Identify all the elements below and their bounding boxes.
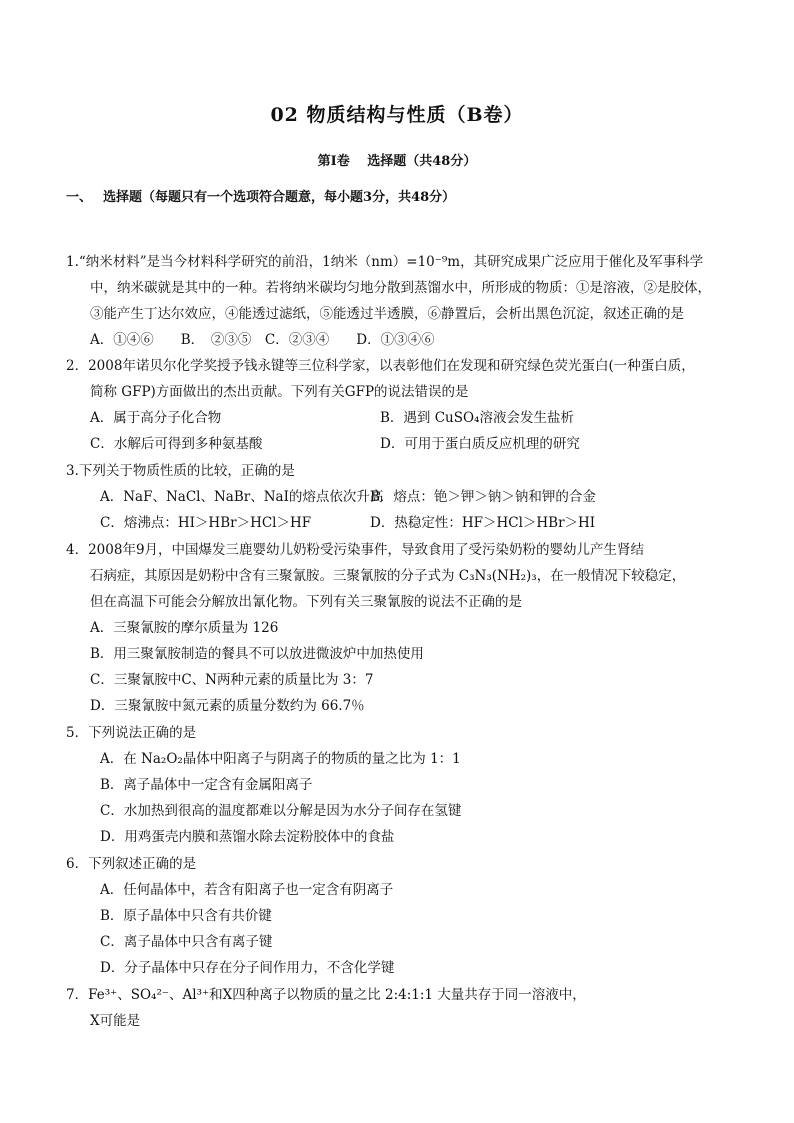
question-4-option-d: D．三聚氰胺中氮元素的质量分数约为 66.7％ <box>90 698 365 714</box>
question-4-line-1: 4．2008年9月，中国爆发三鹿婴幼儿奶粉受污染事件，导致食用了受污染奶粉的婴幼儿产生肾结 <box>66 542 645 558</box>
question-3-option-b: B．熔点：铯＞钾＞钠＞钠和钾的合金 <box>370 489 596 505</box>
question-7-line-1: 7．Fe³⁺、SO₄²⁻、Al³⁺和X四种离子以物质的量之比 2:4:1:1 大量共存于同一溶液中， <box>66 987 586 1003</box>
question-2-option-a: A．属于高分子化合物 <box>90 410 222 426</box>
question-6-line-1: 6．下列叙述正确的是 <box>66 856 197 872</box>
question-4-option-b: B．用三聚氰胺制造的餐具不可以放进微波炉中加热使用 <box>90 646 424 662</box>
question-2-option-c: C．水解后可得到多种氨基酸 <box>90 436 263 452</box>
question-5-option-c: C．水加热到很高的温度都难以分解是因为水分子间存在氢键 <box>100 803 462 819</box>
question-1-line-2: 中，纳米碳就是其中的一种。若将纳米碳均匀地分散到蒸馏水中，所形成的物质：①是溶液，②是胶体， <box>90 280 711 296</box>
question-4-option-c: C．三聚氰胺中C、N两种元素的质量比为 3：7 <box>90 672 374 688</box>
question-6-option-d: D．分子晶体中只存在分子间作用力，不含化学键 <box>100 960 395 976</box>
question-4-option-a: A．三聚氰胺的摩尔质量为 126 <box>90 620 279 636</box>
question-3-option-a: A．NaF、NaCl、NaBr、NaI的熔点依次升高 <box>100 489 384 505</box>
question-7-line-2: X可能是 <box>90 1013 141 1029</box>
question-3-line-1: 3.下列关于物质性质的比较，正确的是 <box>66 463 295 479</box>
question-3-option-c: C．熔沸点：HI＞HBr＞HCl＞HF <box>100 515 312 531</box>
question-4-line-2: 石病症，其原因是奶粉中含有三聚氰胺。三聚氰胺的分子式为 C₃N₃(NH₂)₃，在一般情况下较稳定， <box>90 568 686 584</box>
question-4-line-3: 但在高温下可能会分解放出氰化物。下列有关三聚氰胺的说法不正确的是 <box>90 594 522 610</box>
question-2-option-b: B．遇到 CuSO₄溶液会发生盐析 <box>380 410 574 426</box>
question-1-line-1: 1.“纳米材料”是当今材料科学研究的前沿，1纳米（nm）=10⁻⁹m，其研究成果广泛应用于催化及军事科学 <box>66 254 704 270</box>
part-heading: 第Ⅰ卷 选择题（共48分） <box>317 154 477 169</box>
question-1-options: A．①④⑥ B． ②③⑤ C．②③④ D．①③④⑥ <box>90 332 435 348</box>
question-2-line-2: 简称 GFP)方面做出的杰出贡献。下列有关GFP的说法错误的是 <box>90 384 469 400</box>
question-5-option-d: D．用鸡蛋壳内膜和蒸馏水除去淀粉胶体中的食盐 <box>100 829 395 845</box>
question-6-option-b: B．原子晶体中只含有共价键 <box>100 908 272 924</box>
question-5-option-a: A．在 Na₂O₂晶体中阳离子与阴离子的物质的量之比为 1：1 <box>100 751 461 767</box>
question-2-option-d: D．可用于蛋白质反应机理的研究 <box>380 436 580 452</box>
question-1-line-3: ③能产生丁达尔效应，④能透过滤纸，⑤能透过半透膜，⑥静置后，会析出黑色沉淀，叙述正确的是 <box>90 306 684 322</box>
question-5-line-1: 5．下列说法正确的是 <box>66 725 197 741</box>
section-heading: 一、 选择题（每题只有一个选项符合题意，每小题3分，共48分） <box>66 190 456 205</box>
page-title: 02 物质结构与性质（B卷） <box>270 104 524 126</box>
question-6-option-c: C．离子晶体中只含有离子键 <box>100 934 273 950</box>
question-6-option-a: A．任何晶体中，若含有阳离子也一定含有阴离子 <box>100 882 394 898</box>
question-3-option-d: D．热稳定性：HF＞HCl＞HBr＞HI <box>370 515 596 531</box>
question-5-option-b: B．离子晶体中一定含有金属阳离子 <box>100 777 313 793</box>
question-2-line-1: 2．2008年诺贝尔化学奖授予钱永键等三位科学家，以表彰他们在发现和研究绿色荧光蛋白(一种蛋白质， <box>66 358 695 374</box>
